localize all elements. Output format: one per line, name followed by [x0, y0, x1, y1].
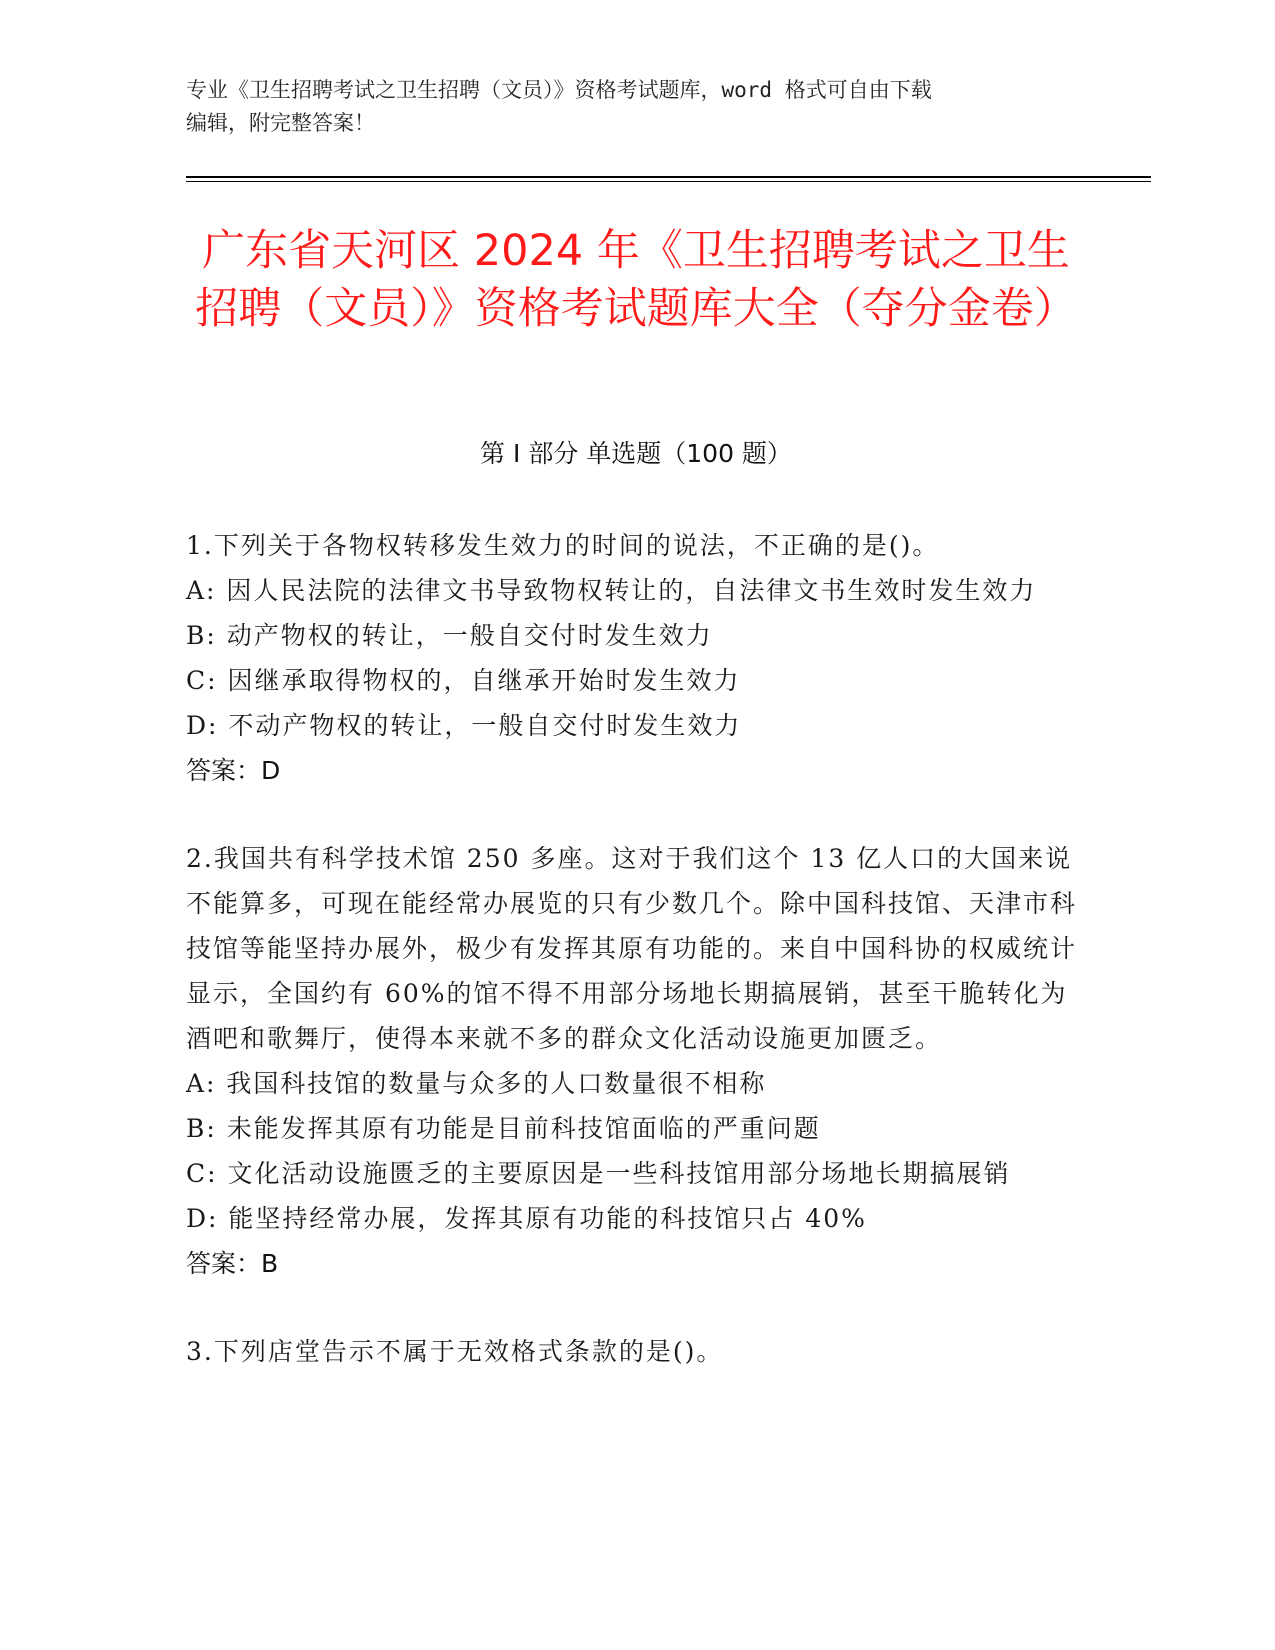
answer-line: 答案：D — [186, 756, 281, 785]
question-stem: 3.下列店堂告示不属于无效格式条款的是()。 — [186, 1337, 724, 1366]
option-d: D: 不动产物权的转让，一般自交付时发生效力 — [186, 711, 742, 740]
header-note-line-1: 专业《卫生招聘考试之卫生招聘（文员）》资格考试题库，word 格式可自由下载 — [186, 78, 932, 102]
option-a: A: 我国科技馆的数量与众多的人口数量很不相称 — [186, 1069, 767, 1098]
header-note — [186, 74, 1086, 140]
option-a: A: 因人民法院的法律文书导致物权转让的，自法律文书生效时发生效力 — [186, 576, 1037, 605]
option-b: B: 动产物权的转让，一般自交付时发生效力 — [186, 621, 713, 650]
section-heading: 第 I 部分 单选题（100 题） — [480, 439, 792, 468]
option-c: C: 文化活动设施匮乏的主要原因是一些科技馆用部分场地长期搞展销 — [186, 1159, 1011, 1188]
option-c: C: 因继承取得物权的，自继承开始时发生效力 — [186, 666, 741, 695]
header-divider-thick — [186, 176, 1151, 178]
document-title: 广东省天河区 2024 年《卫生招聘考试之卫生招聘（文员）》资格考试题库大全（夺分金卷） — [195, 226, 1077, 334]
question-stem: 1.下列关于各物权转移发生效力的时间的说法，不正确的是()。 — [186, 531, 940, 560]
question-2 — [186, 836, 1091, 1286]
option-b: B: 未能发挥其原有功能是目前科技馆面临的严重问题 — [186, 1114, 821, 1143]
option-d: D: 能坚持经常办展，发挥其原有功能的科技馆只占 40% — [186, 1204, 867, 1233]
question-3 — [186, 1329, 1091, 1374]
answer-line: 答案：B — [186, 1249, 279, 1278]
header-divider-thin — [186, 181, 1151, 182]
header-note-line-2: 编辑，附完整答案！ — [186, 111, 375, 135]
question-stem: 2.我国共有科学技术馆 250 多座。这对于我们这个 13 亿人口的大国来说不能算多，可现在能经常办展览的只有少数几个。除中国科技馆、天津市科技馆等能坚持办展外，极少有发挥其原有功能的。来自中国科协的权威统计显示，全国约有 60%的馆不得不用部分场地长期搞展销，甚至干脆转化为酒吧和歌舞厅，使得本来就不多的群众文化活动设施更加匮乏。 — [186, 844, 1078, 1053]
question-1 — [186, 523, 1091, 793]
question-list — [186, 523, 1091, 1417]
